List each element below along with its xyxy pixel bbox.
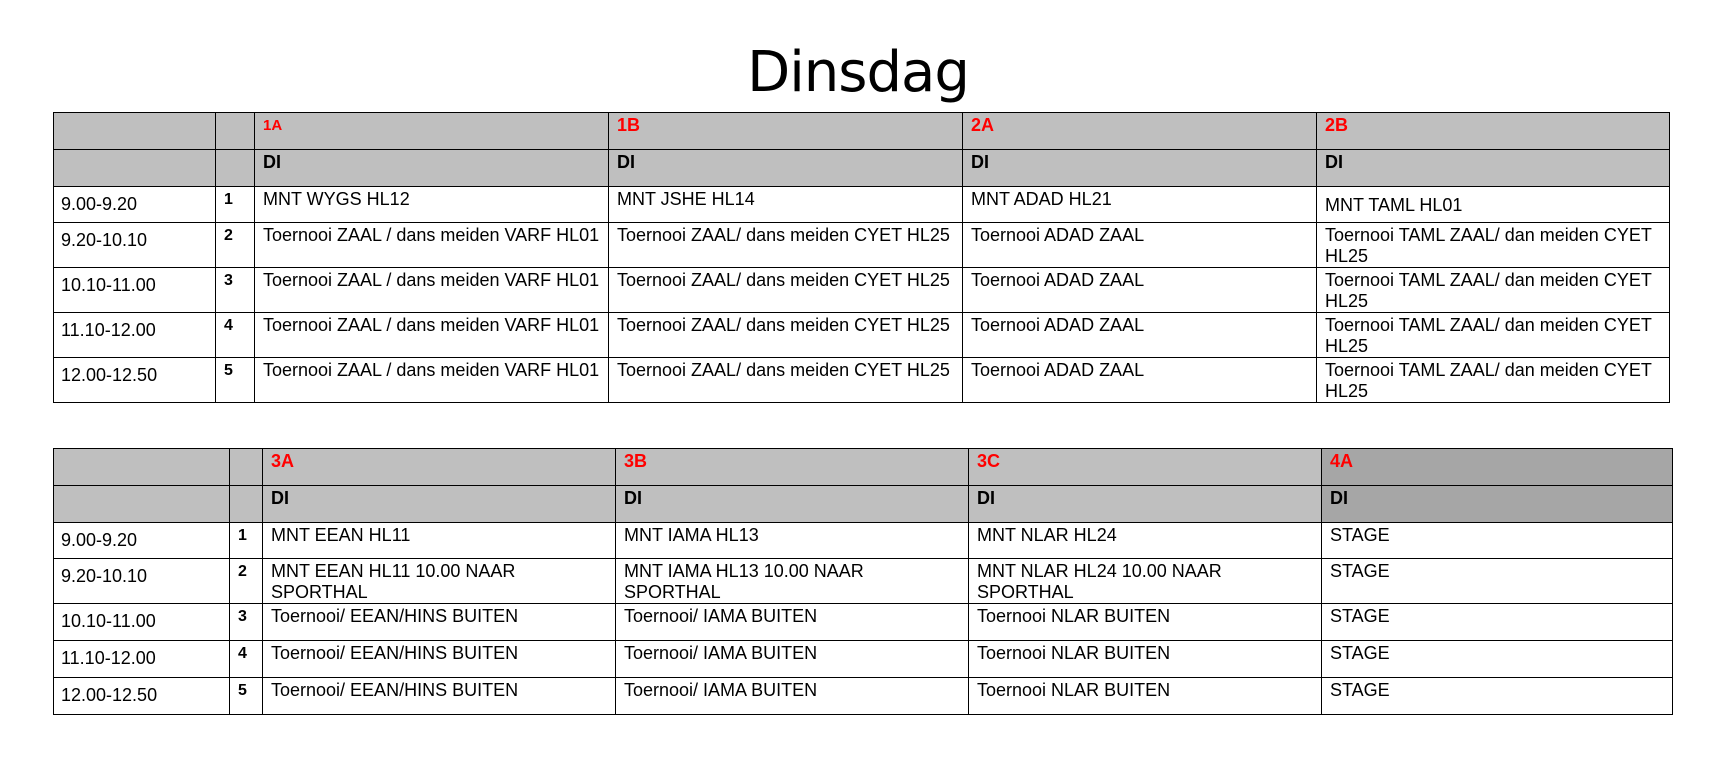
- subject-label: DI: [969, 486, 1322, 523]
- lesson-cell: MNT JSHE HL14: [609, 187, 963, 223]
- table-row: [54, 187, 1670, 223]
- lesson-cell: MNT IAMA HL13 10.00 NAAR SPORTHAL: [616, 559, 969, 604]
- lesson-cell: MNT WYGS HL12: [255, 187, 609, 223]
- table-row: [54, 604, 1673, 641]
- table-row: [54, 678, 1673, 715]
- lesson-cell: Toernooi ADAD ZAAL: [963, 223, 1317, 268]
- lesson-cell: Toernooi ZAAL/ dans meiden CYET HL25: [609, 313, 963, 358]
- schedule-table-1: [53, 112, 1670, 403]
- empty-header-cell: [230, 486, 263, 523]
- period-number: 5: [216, 358, 255, 403]
- lesson-cell: MNT EEAN HL11: [263, 523, 616, 559]
- lesson-cell: STAGE: [1322, 641, 1673, 678]
- class-header-row: [54, 449, 1673, 486]
- period-number: 2: [230, 559, 263, 604]
- table-row: [54, 641, 1673, 678]
- subject-label: DI: [1317, 150, 1670, 187]
- subject-label: DI: [1322, 486, 1673, 523]
- lesson-cell: MNT EEAN HL11 10.00 NAAR SPORTHAL: [263, 559, 616, 604]
- period-number: 4: [230, 641, 263, 678]
- class-label-1a: 1A: [255, 113, 609, 150]
- lesson-cell: Toernooi ZAAL/ dans meiden CYET HL25: [609, 223, 963, 268]
- period-number: 1: [216, 187, 255, 223]
- table-row: [54, 559, 1673, 604]
- time-slot: 10.10-11.00: [54, 268, 216, 313]
- lesson-cell: Toernooi ADAD ZAAL: [963, 268, 1317, 313]
- time-slot: 11.10-12.00: [54, 641, 230, 678]
- table-row: [54, 223, 1670, 268]
- lesson-cell: Toernooi ADAD ZAAL: [963, 358, 1317, 403]
- class-label-2a: 2A: [963, 113, 1317, 150]
- empty-header-cell: [54, 150, 216, 187]
- subject-label: DI: [263, 486, 616, 523]
- lesson-cell: MNT IAMA HL13: [616, 523, 969, 559]
- lesson-cell: Toernooi TAML ZAAL/ dan meiden CYET HL25: [1317, 223, 1670, 268]
- period-number: 2: [216, 223, 255, 268]
- class-label-1b: 1B: [609, 113, 963, 150]
- lesson-cell: Toernooi ZAAL / dans meiden VARF HL01: [255, 223, 609, 268]
- table-row: [54, 358, 1670, 403]
- time-slot: 12.00-12.50: [54, 678, 230, 715]
- lesson-cell: Toernooi/ EEAN/HINS BUITEN: [263, 604, 616, 641]
- lesson-cell: Toernooi TAML ZAAL/ dan meiden CYET HL25: [1317, 358, 1670, 403]
- time-slot: 9.20-10.10: [54, 223, 216, 268]
- lesson-cell: Toernooi TAML ZAAL/ dan meiden CYET HL25: [1317, 313, 1670, 358]
- empty-header-cell: [230, 449, 263, 486]
- class-label-3c: 3C: [969, 449, 1322, 486]
- period-number: 5: [230, 678, 263, 715]
- time-slot: 10.10-11.00: [54, 604, 230, 641]
- period-number: 4: [216, 313, 255, 358]
- lesson-cell: Toernooi ZAAL/ dans meiden CYET HL25: [609, 358, 963, 403]
- empty-header-cell: [54, 486, 230, 523]
- table-row: [54, 268, 1670, 313]
- empty-header-cell: [216, 113, 255, 150]
- lesson-cell: STAGE: [1322, 559, 1673, 604]
- lesson-cell: MNT NLAR HL24: [969, 523, 1322, 559]
- schedule-table-2: [53, 448, 1673, 715]
- class-label-3a: 3A: [263, 449, 616, 486]
- time-slot: 12.00-12.50: [54, 358, 216, 403]
- lesson-cell: MNT TAML HL01: [1317, 187, 1670, 223]
- subject-header-row: [54, 486, 1673, 523]
- table-row: [54, 523, 1673, 559]
- page-title: Dinsdag: [747, 40, 969, 105]
- lesson-cell: Toernooi/ IAMA BUITEN: [616, 678, 969, 715]
- time-slot: 11.10-12.00: [54, 313, 216, 358]
- subject-header-row: [54, 150, 1670, 187]
- lesson-cell: Toernooi NLAR BUITEN: [969, 678, 1322, 715]
- time-slot: 9.00-9.20: [54, 523, 230, 559]
- period-number: 1: [230, 523, 263, 559]
- lesson-cell: MNT ADAD HL21: [963, 187, 1317, 223]
- lesson-cell: Toernooi ADAD ZAAL: [963, 313, 1317, 358]
- empty-header-cell: [54, 449, 230, 486]
- empty-header-cell: [54, 113, 216, 150]
- lesson-cell: Toernooi NLAR BUITEN: [969, 641, 1322, 678]
- time-slot: 9.20-10.10: [54, 559, 230, 604]
- subject-label: DI: [963, 150, 1317, 187]
- period-number: 3: [230, 604, 263, 641]
- class-header-row: [54, 113, 1670, 150]
- subject-label: DI: [616, 486, 969, 523]
- lesson-cell: STAGE: [1322, 604, 1673, 641]
- lesson-cell: Toernooi/ IAMA BUITEN: [616, 641, 969, 678]
- lesson-cell: MNT NLAR HL24 10.00 NAAR SPORTHAL: [969, 559, 1322, 604]
- lesson-cell: Toernooi/ EEAN/HINS BUITEN: [263, 678, 616, 715]
- table-row: [54, 313, 1670, 358]
- lesson-cell: STAGE: [1322, 678, 1673, 715]
- lesson-cell: STAGE: [1322, 523, 1673, 559]
- class-label-4a: 4A: [1322, 449, 1673, 486]
- period-number: 3: [216, 268, 255, 313]
- class-label-2b: 2B: [1317, 113, 1670, 150]
- lesson-cell: Toernooi ZAAL / dans meiden VARF HL01: [255, 358, 609, 403]
- lesson-cell: Toernooi NLAR BUITEN: [969, 604, 1322, 641]
- lesson-cell: Toernooi ZAAL / dans meiden VARF HL01: [255, 313, 609, 358]
- lesson-cell: Toernooi TAML ZAAL/ dan meiden CYET HL25: [1317, 268, 1670, 313]
- class-label-3b: 3B: [616, 449, 969, 486]
- lesson-cell: Toernooi ZAAL / dans meiden VARF HL01: [255, 268, 609, 313]
- lesson-cell: Toernooi ZAAL/ dans meiden CYET HL25: [609, 268, 963, 313]
- subject-label: DI: [609, 150, 963, 187]
- empty-header-cell: [216, 150, 255, 187]
- lesson-cell: Toernooi/ EEAN/HINS BUITEN: [263, 641, 616, 678]
- time-slot: 9.00-9.20: [54, 187, 216, 223]
- lesson-cell: Toernooi/ IAMA BUITEN: [616, 604, 969, 641]
- subject-label: DI: [255, 150, 609, 187]
